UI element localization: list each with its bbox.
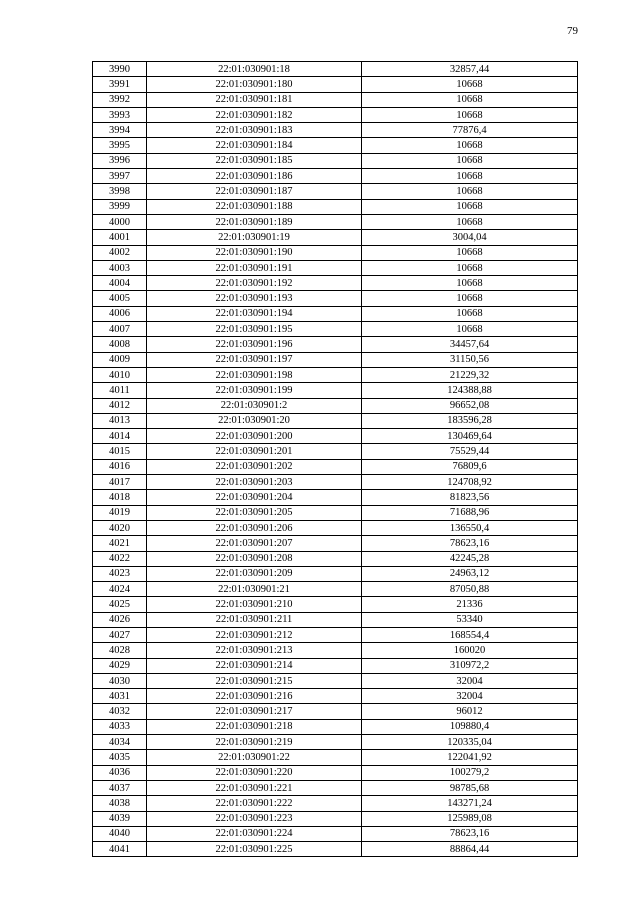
table-row — [93, 597, 578, 612]
cadastral-number-cell: 22:01:030901:188 — [147, 199, 362, 214]
cadastral-value-cell: 76809,6 — [362, 459, 578, 474]
table-row — [93, 475, 578, 490]
row-number-cell: 4040 — [93, 826, 147, 841]
row-number-cell: 4017 — [93, 475, 147, 490]
table-row — [93, 566, 578, 581]
cadastral-value-cell: 75529,44 — [362, 444, 578, 459]
cadastral-value-cell: 71688,96 — [362, 505, 578, 520]
row-number-cell: 4011 — [93, 383, 147, 398]
cadastral-value-cell: 31150,56 — [362, 352, 578, 367]
table-row — [93, 184, 578, 199]
cadastral-number-cell: 22:01:030901:197 — [147, 352, 362, 367]
cadastral-value-cell: 160020 — [362, 643, 578, 658]
cadastral-value-cell: 143271,24 — [362, 796, 578, 811]
cadastral-value-cell: 136550,4 — [362, 520, 578, 535]
table-row — [93, 337, 578, 352]
row-number-cell: 4018 — [93, 490, 147, 505]
table-row — [93, 459, 578, 474]
table-row — [93, 260, 578, 275]
table-row — [93, 291, 578, 306]
cadastral-value-table — [92, 61, 578, 857]
cadastral-number-cell: 22:01:030901:203 — [147, 475, 362, 490]
row-number-cell: 4031 — [93, 689, 147, 704]
row-number-cell: 3993 — [93, 107, 147, 122]
cadastral-number-cell: 22:01:030901:198 — [147, 367, 362, 382]
cadastral-number-cell: 22:01:030901:199 — [147, 383, 362, 398]
table-row — [93, 107, 578, 122]
row-number-cell: 4028 — [93, 643, 147, 658]
cadastral-number-cell: 22:01:030901:220 — [147, 765, 362, 780]
row-number-cell: 4024 — [93, 582, 147, 597]
cadastral-number-cell: 22:01:030901:206 — [147, 520, 362, 535]
row-number-cell: 4004 — [93, 276, 147, 291]
row-number-cell: 3992 — [93, 92, 147, 107]
cadastral-value-cell: 10668 — [362, 322, 578, 337]
cadastral-value-cell: 122041,92 — [362, 750, 578, 765]
cadastral-number-cell: 22:01:030901:183 — [147, 123, 362, 138]
cadastral-number-cell: 22:01:030901:185 — [147, 153, 362, 168]
cadastral-number-cell: 22:01:030901:190 — [147, 245, 362, 260]
cadastral-number-cell: 22:01:030901:201 — [147, 444, 362, 459]
cadastral-number-cell: 22:01:030901:202 — [147, 459, 362, 474]
row-number-cell: 4000 — [93, 214, 147, 229]
row-number-cell: 4002 — [93, 245, 147, 260]
cadastral-value-cell: 96012 — [362, 704, 578, 719]
table-row — [93, 673, 578, 688]
table-row — [93, 811, 578, 826]
table-row — [93, 658, 578, 673]
table-row — [93, 352, 578, 367]
table-row — [93, 306, 578, 321]
cadastral-number-cell: 22:01:030901:205 — [147, 505, 362, 520]
cadastral-number-cell: 22:01:030901:193 — [147, 291, 362, 306]
row-number-cell: 4034 — [93, 735, 147, 750]
cadastral-number-cell: 22:01:030901:182 — [147, 107, 362, 122]
row-number-cell: 4007 — [93, 322, 147, 337]
cadastral-number-cell: 22:01:030901:211 — [147, 612, 362, 627]
row-number-cell: 4027 — [93, 627, 147, 642]
row-number-cell: 4033 — [93, 719, 147, 734]
cadastral-number-cell: 22:01:030901:216 — [147, 689, 362, 704]
cadastral-value-cell: 3004,04 — [362, 230, 578, 245]
cadastral-value-cell: 109880,4 — [362, 719, 578, 734]
table-row — [93, 230, 578, 245]
cadastral-value-cell: 10668 — [362, 214, 578, 229]
cadastral-number-cell: 22:01:030901:196 — [147, 337, 362, 352]
cadastral-value-cell: 81823,56 — [362, 490, 578, 505]
cadastral-number-cell: 22:01:030901:200 — [147, 429, 362, 444]
row-number-cell: 3998 — [93, 184, 147, 199]
page-number: 79 — [567, 25, 578, 37]
cadastral-value-cell: 124708,92 — [362, 475, 578, 490]
table-row — [93, 214, 578, 229]
table-row — [93, 245, 578, 260]
cadastral-value-cell: 88864,44 — [362, 842, 578, 857]
table-row — [93, 780, 578, 795]
row-number-cell: 4010 — [93, 367, 147, 382]
table-row — [93, 612, 578, 627]
row-number-cell: 3990 — [93, 62, 147, 77]
cadastral-value-cell: 183596,28 — [362, 413, 578, 428]
cadastral-number-cell: 22:01:030901:210 — [147, 597, 362, 612]
row-number-cell: 4014 — [93, 429, 147, 444]
cadastral-value-cell: 10668 — [362, 107, 578, 122]
cadastral-number-cell: 22:01:030901:22 — [147, 750, 362, 765]
cadastral-value-cell: 10668 — [362, 245, 578, 260]
cadastral-value-cell: 96652,08 — [362, 398, 578, 413]
table-row — [93, 367, 578, 382]
row-number-cell: 4016 — [93, 459, 147, 474]
row-number-cell: 4012 — [93, 398, 147, 413]
row-number-cell: 4037 — [93, 780, 147, 795]
cadastral-number-cell: 22:01:030901:222 — [147, 796, 362, 811]
row-number-cell: 4008 — [93, 337, 147, 352]
cadastral-value-cell: 32857,44 — [362, 62, 578, 77]
cadastral-value-cell: 168554,4 — [362, 627, 578, 642]
cadastral-value-cell: 10668 — [362, 153, 578, 168]
row-number-cell: 3995 — [93, 138, 147, 153]
table-row — [93, 322, 578, 337]
cadastral-value-cell: 130469,64 — [362, 429, 578, 444]
row-number-cell: 4036 — [93, 765, 147, 780]
cadastral-number-cell: 22:01:030901:180 — [147, 77, 362, 92]
table-row — [93, 689, 578, 704]
cadastral-number-cell: 22:01:030901:208 — [147, 551, 362, 566]
cadastral-number-cell: 22:01:030901:204 — [147, 490, 362, 505]
table-row — [93, 582, 578, 597]
cadastral-number-cell: 22:01:030901:209 — [147, 566, 362, 581]
table-row — [93, 92, 578, 107]
table-row — [93, 536, 578, 551]
table-row — [93, 123, 578, 138]
cadastral-number-cell: 22:01:030901:2 — [147, 398, 362, 413]
table-row — [93, 169, 578, 184]
table-row — [93, 842, 578, 857]
row-number-cell: 4030 — [93, 673, 147, 688]
row-number-cell: 4001 — [93, 230, 147, 245]
cadastral-value-cell: 32004 — [362, 689, 578, 704]
cadastral-value-cell: 10668 — [362, 306, 578, 321]
row-number-cell: 4019 — [93, 505, 147, 520]
cadastral-value-cell: 120335,04 — [362, 735, 578, 750]
cadastral-value-cell: 10668 — [362, 138, 578, 153]
table-row — [93, 62, 578, 77]
cadastral-number-cell: 22:01:030901:212 — [147, 627, 362, 642]
row-number-cell: 4006 — [93, 306, 147, 321]
cadastral-number-cell: 22:01:030901:19 — [147, 230, 362, 245]
cadastral-value-cell: 124388,88 — [362, 383, 578, 398]
cadastral-number-cell: 22:01:030901:225 — [147, 842, 362, 857]
table-row — [93, 138, 578, 153]
row-number-cell: 4013 — [93, 413, 147, 428]
cadastral-number-cell: 22:01:030901:219 — [147, 735, 362, 750]
row-number-cell: 3991 — [93, 77, 147, 92]
cadastral-number-cell: 22:01:030901:189 — [147, 214, 362, 229]
cadastral-value-cell: 42245,28 — [362, 551, 578, 566]
table-row — [93, 444, 578, 459]
row-number-cell: 4039 — [93, 811, 147, 826]
cadastral-number-cell: 22:01:030901:224 — [147, 826, 362, 841]
cadastral-value-cell: 10668 — [362, 77, 578, 92]
table-row — [93, 505, 578, 520]
cadastral-value-cell: 10668 — [362, 92, 578, 107]
table-row — [93, 796, 578, 811]
table-row — [93, 551, 578, 566]
row-number-cell: 4041 — [93, 842, 147, 857]
cadastral-value-cell: 10668 — [362, 199, 578, 214]
cadastral-number-cell: 22:01:030901:187 — [147, 184, 362, 199]
cadastral-value-cell: 10668 — [362, 169, 578, 184]
cadastral-value-cell: 10668 — [362, 291, 578, 306]
table-row — [93, 704, 578, 719]
cadastral-value-cell: 78623,16 — [362, 536, 578, 551]
row-number-cell: 4029 — [93, 658, 147, 673]
table-row — [93, 276, 578, 291]
cadastral-value-cell: 10668 — [362, 184, 578, 199]
row-number-cell: 4021 — [93, 536, 147, 551]
row-number-cell: 3994 — [93, 123, 147, 138]
cadastral-value-cell: 34457,64 — [362, 337, 578, 352]
table-row — [93, 520, 578, 535]
cadastral-number-cell: 22:01:030901:223 — [147, 811, 362, 826]
cadastral-number-cell: 22:01:030901:18 — [147, 62, 362, 77]
cadastral-value-cell: 10668 — [362, 260, 578, 275]
table-row — [93, 627, 578, 642]
cadastral-value-cell: 87050,88 — [362, 582, 578, 597]
cadastral-number-cell: 22:01:030901:217 — [147, 704, 362, 719]
cadastral-number-cell: 22:01:030901:20 — [147, 413, 362, 428]
cadastral-number-cell: 22:01:030901:207 — [147, 536, 362, 551]
cadastral-value-cell: 77876,4 — [362, 123, 578, 138]
cadastral-value-cell: 310972,2 — [362, 658, 578, 673]
row-number-cell: 4026 — [93, 612, 147, 627]
table-row — [93, 826, 578, 841]
row-number-cell: 3999 — [93, 199, 147, 214]
cadastral-number-cell: 22:01:030901:186 — [147, 169, 362, 184]
row-number-cell: 4005 — [93, 291, 147, 306]
cadastral-value-cell: 10668 — [362, 276, 578, 291]
table-row — [93, 750, 578, 765]
table-row — [93, 490, 578, 505]
row-number-cell: 4032 — [93, 704, 147, 719]
table-row — [93, 735, 578, 750]
cadastral-number-cell: 22:01:030901:194 — [147, 306, 362, 321]
row-number-cell: 4035 — [93, 750, 147, 765]
cadastral-value-cell: 21229,32 — [362, 367, 578, 382]
cadastral-number-cell: 22:01:030901:181 — [147, 92, 362, 107]
row-number-cell: 3997 — [93, 169, 147, 184]
cadastral-number-cell: 22:01:030901:218 — [147, 719, 362, 734]
row-number-cell: 4038 — [93, 796, 147, 811]
cadastral-value-cell: 53340 — [362, 612, 578, 627]
cadastral-number-cell: 22:01:030901:184 — [147, 138, 362, 153]
cadastral-number-cell: 22:01:030901:214 — [147, 658, 362, 673]
table-row — [93, 429, 578, 444]
table-row — [93, 383, 578, 398]
cadastral-number-cell: 22:01:030901:195 — [147, 322, 362, 337]
cadastral-value-cell: 100279,2 — [362, 765, 578, 780]
cadastral-value-cell: 24963,12 — [362, 566, 578, 581]
row-number-cell: 4022 — [93, 551, 147, 566]
cadastral-number-cell: 22:01:030901:221 — [147, 780, 362, 795]
cadastral-value-cell: 78623,16 — [362, 826, 578, 841]
row-number-cell: 4025 — [93, 597, 147, 612]
table-row — [93, 643, 578, 658]
cadastral-value-cell: 125989,08 — [362, 811, 578, 826]
cadastral-number-cell: 22:01:030901:191 — [147, 260, 362, 275]
row-number-cell: 4009 — [93, 352, 147, 367]
table-body — [93, 62, 578, 857]
row-number-cell: 4023 — [93, 566, 147, 581]
cadastral-value-cell: 98785,68 — [362, 780, 578, 795]
row-number-cell: 3996 — [93, 153, 147, 168]
row-number-cell: 4020 — [93, 520, 147, 535]
cadastral-number-cell: 22:01:030901:215 — [147, 673, 362, 688]
row-number-cell: 4015 — [93, 444, 147, 459]
table-row — [93, 199, 578, 214]
cadastral-number-cell: 22:01:030901:213 — [147, 643, 362, 658]
cadastral-value-cell: 32004 — [362, 673, 578, 688]
cadastral-number-cell: 22:01:030901:21 — [147, 582, 362, 597]
table-row — [93, 153, 578, 168]
table-row — [93, 413, 578, 428]
cadastral-value-cell: 21336 — [362, 597, 578, 612]
table-row — [93, 719, 578, 734]
table-row — [93, 765, 578, 780]
row-number-cell: 4003 — [93, 260, 147, 275]
table-row — [93, 398, 578, 413]
cadastral-number-cell: 22:01:030901:192 — [147, 276, 362, 291]
table-row — [93, 77, 578, 92]
